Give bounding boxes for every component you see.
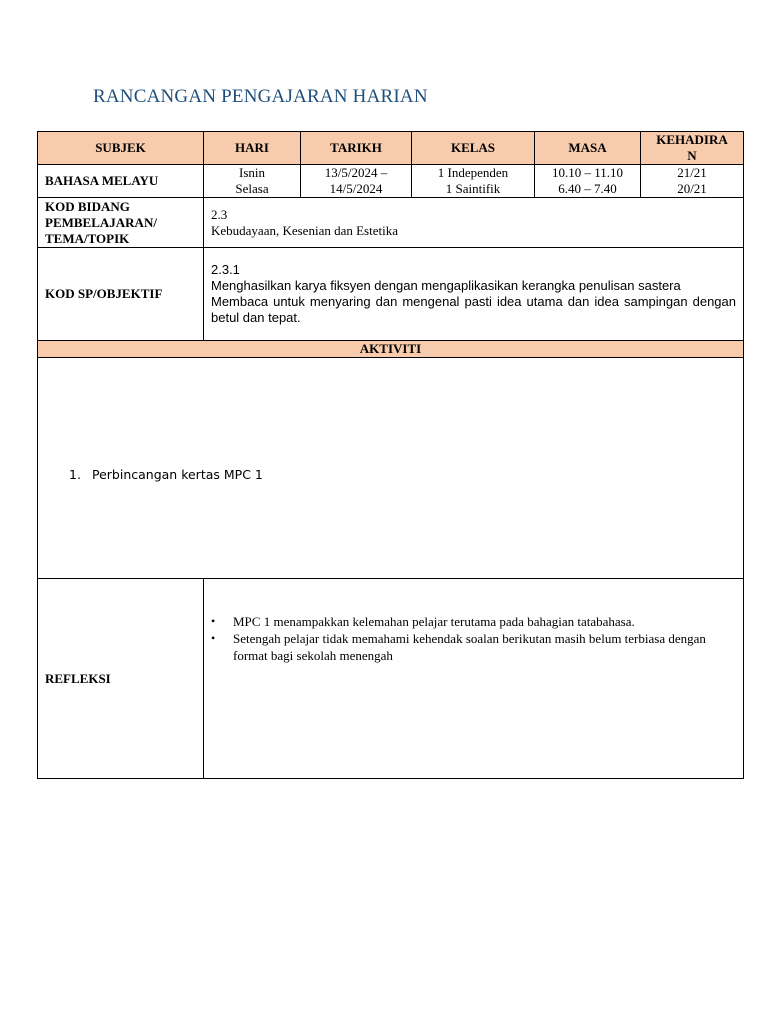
aktiviti-item-number: 1.: [69, 467, 81, 482]
header-row: [38, 132, 744, 165]
aktiviti-item-text: Perbincangan kertas MPC 1: [92, 467, 263, 482]
kod-sp-line2: Membaca untuk menyaring dan mengenal pasti idea utama dan idea sampingan dengan betul dan tepat.: [211, 294, 736, 325]
bullet-icon: •: [211, 614, 216, 628]
kod-sp-label: KOD SP/OBJEKTIF: [38, 248, 204, 341]
aktiviti-body: [38, 358, 744, 579]
masa-cell: [535, 165, 641, 198]
tarikh-2: 14/5/2024: [329, 181, 383, 196]
kelas-cell: [412, 165, 535, 198]
refleksi-label: REFLEKSI: [38, 579, 204, 779]
kod-bidang-content: [204, 198, 744, 248]
refleksi-item-text: MPC 1 menampakkan kelemahan pelajar terutama pada bahagian tatabahasa.: [233, 614, 635, 629]
aktiviti-header-row: [38, 341, 744, 358]
header-kehadiran-line2: N: [687, 148, 697, 163]
aktiviti-body-row: [38, 358, 744, 579]
aktiviti-item: [69, 467, 263, 483]
kod-bidang-label: [38, 198, 204, 248]
aktiviti-list: [69, 467, 263, 483]
lesson-plan-table: [37, 131, 744, 779]
masa-2: 6.40 – 7.40: [558, 181, 617, 196]
header-kelas: KELAS: [412, 132, 535, 165]
header-hari: HARI: [204, 132, 301, 165]
refleksi-item: [211, 630, 743, 664]
aktiviti-header: AKTIVITI: [38, 341, 744, 358]
kehadiran-2: 20/21: [677, 181, 707, 196]
refleksi-item-text: Setengah pelajar tidak memahami kehendak soalan berikutan masih belum terbiasa dengan format bagi sekolah menengah: [233, 631, 706, 663]
refleksi-list: [204, 613, 743, 664]
kod-sp-code: 2.3.1: [211, 262, 240, 277]
subject-name: BAHASA MELAYU: [38, 165, 204, 198]
tarikh-cell: [301, 165, 412, 198]
refleksi-content: [204, 579, 744, 779]
subject-row: [38, 165, 744, 198]
kod-bidang-text: Kebudayaan, Kesenian dan Estetika: [211, 222, 398, 238]
header-kehadiran: [641, 132, 744, 165]
kod-bidang-code: 2.3: [211, 206, 228, 222]
kelas-1: 1 Independen: [437, 165, 509, 180]
hari-cell: [204, 165, 301, 198]
kelas-2: 1 Saintifik: [445, 181, 501, 196]
header-kehadiran-line1: KEHADIRA: [656, 132, 728, 147]
kehadiran-1: 21/21: [677, 165, 707, 180]
hari-1: Isnin: [239, 165, 265, 180]
kod-bidang-label-3: TEMA/TOPIK: [45, 230, 130, 246]
kod-bidang-row: [38, 198, 744, 248]
refleksi-row: [38, 579, 744, 779]
kod-bidang-label-2: PEMBELAJARAN/: [45, 214, 157, 230]
tarikh-1: 13/5/2024 –: [324, 165, 388, 180]
kehadiran-cell: [641, 165, 744, 198]
hari-2: Selasa: [235, 181, 269, 196]
refleksi-item: [211, 613, 743, 630]
bullet-icon: •: [211, 631, 216, 645]
masa-1: 10.10 – 11.10: [551, 165, 624, 180]
kod-bidang-label-1: KOD BIDANG: [45, 198, 130, 214]
kod-sp-row: [38, 248, 744, 341]
header-tarikh: TARIKH: [301, 132, 412, 165]
header-subjek: SUBJEK: [38, 132, 204, 165]
kod-sp-line1: Menghasilkan karya fiksyen dengan mengaplikasikan kerangka penulisan sastera: [211, 278, 681, 293]
header-masa: MASA: [535, 132, 641, 165]
document-title: RANCANGAN PENGAJARAN HARIAN: [93, 86, 428, 107]
kod-sp-content: [204, 248, 744, 341]
